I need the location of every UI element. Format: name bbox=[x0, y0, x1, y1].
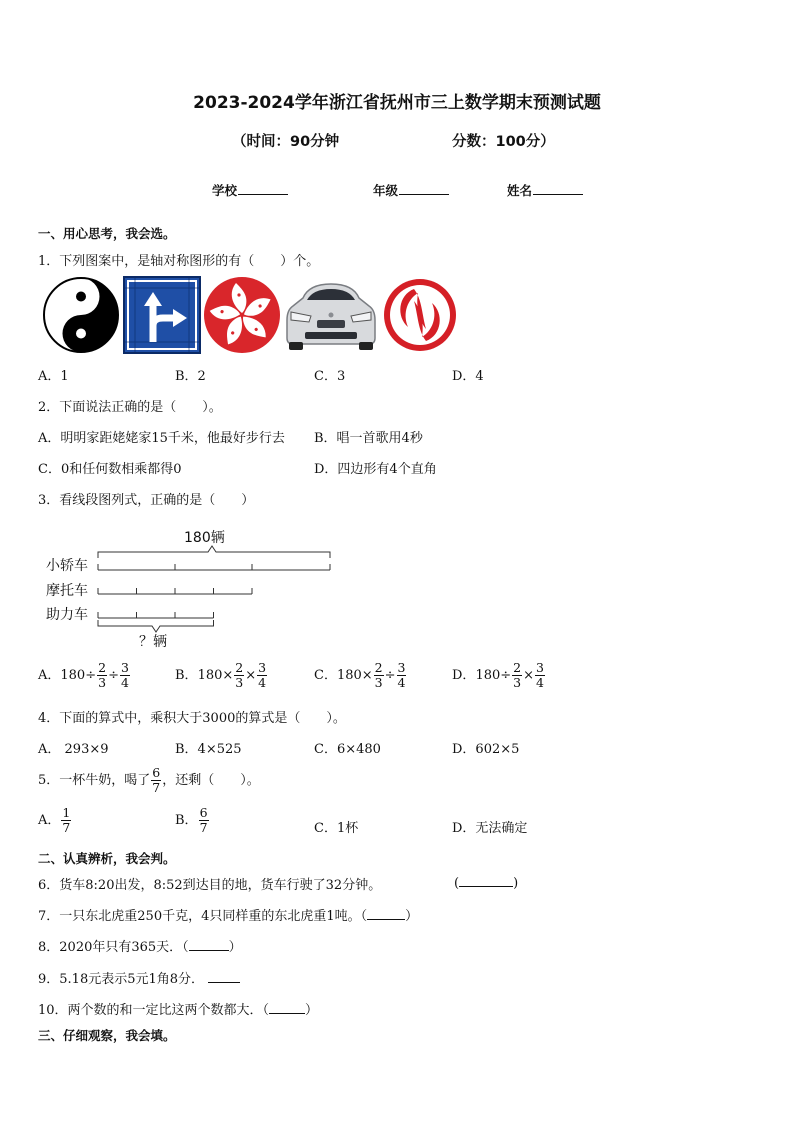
line-segment-diagram bbox=[94, 540, 334, 635]
q1-option-a[interactable]: A．1 bbox=[38, 369, 69, 384]
q5-option-c[interactable]: C．1杯 bbox=[314, 821, 359, 836]
page-title: 2023-2024学年浙江省抚州市三上数学期末预测试题 bbox=[193, 93, 601, 113]
q3-option-d-label: D． bbox=[452, 668, 476, 683]
q2-option-a[interactable]: A．明明家距姥姥家15千米，他最好步行去 bbox=[38, 431, 285, 446]
q3-option-a[interactable] bbox=[38, 661, 131, 690]
fraction: $\frac{3}{4}$ bbox=[536, 660, 544, 690]
name-label: 姓名 bbox=[507, 183, 533, 198]
q1-option-b[interactable]: B．2 bbox=[175, 369, 206, 384]
fraction: $\frac{2}{3}$ bbox=[98, 660, 107, 690]
question-10-text: 10．两个数的和一定比这两个数都大．（ bbox=[38, 1003, 270, 1018]
question-10: 10．两个数的和一定比这两个数都大．（ ） bbox=[38, 1003, 319, 1018]
operator: × bbox=[245, 668, 257, 683]
fraction: $\frac{3}{4}$ bbox=[258, 660, 267, 690]
question-7-text: 7．一只东北虎重250千克，4只同样重的东北虎重1吨。（ bbox=[38, 909, 368, 924]
fraction: $\frac{6}{7}$ bbox=[152, 765, 161, 795]
operator: × bbox=[523, 668, 535, 683]
q3-option-d-pre: 180÷ bbox=[475, 668, 512, 683]
q3-option-a-pre: 180÷ bbox=[60, 668, 97, 683]
diagram-row-motorcycle: 摩托车 bbox=[46, 583, 88, 599]
answer-blank[interactable] bbox=[269, 1001, 305, 1014]
fraction: $\frac{2}{3}$ bbox=[513, 660, 522, 690]
q5-option-a[interactable] bbox=[38, 806, 72, 835]
name-blank[interactable] bbox=[533, 182, 583, 195]
grade-label: 年级 bbox=[373, 183, 399, 198]
road-sign-icon bbox=[123, 276, 201, 354]
q1-option-d[interactable]: D．4 bbox=[452, 369, 484, 384]
grade-field bbox=[373, 181, 449, 199]
q5-option-a-label: A． bbox=[38, 813, 61, 828]
school-label: 学校 bbox=[212, 183, 238, 198]
q2-option-c[interactable]: C．0和任何数相乘都得0 bbox=[38, 462, 182, 477]
section-2-heading: 二、认真辨析，我会判。 bbox=[38, 851, 176, 866]
school-blank[interactable] bbox=[238, 182, 288, 195]
fraction: $\frac{2}{3}$ bbox=[374, 660, 383, 690]
question-8-text: 8．2020年只有365天．（ bbox=[38, 940, 189, 955]
fraction: $\frac{1}{7}$ bbox=[62, 805, 71, 835]
diagram-row-moped: 助力车 bbox=[46, 607, 88, 623]
q5-option-b-label: B． bbox=[175, 813, 198, 828]
q4-option-a[interactable]: A． 293×9 bbox=[38, 742, 109, 757]
answer-blank[interactable] bbox=[208, 970, 240, 983]
q1-option-c[interactable]: C．3 bbox=[314, 369, 346, 384]
section-3-heading: 三、仔细观察，我会填。 bbox=[38, 1028, 176, 1043]
q5-text-post: ，还剩（ ）。 bbox=[162, 773, 260, 788]
answer-blank[interactable] bbox=[367, 907, 405, 920]
question-9-text: 9．5.18元表示5元1角8分． bbox=[38, 972, 205, 987]
car-icon bbox=[283, 276, 379, 354]
q3-option-b-label: B． bbox=[175, 668, 198, 683]
bauhinia-flag-icon bbox=[203, 276, 281, 354]
q3-option-b[interactable] bbox=[175, 661, 268, 690]
q3-option-c-label: C． bbox=[314, 668, 337, 683]
question-9 bbox=[38, 968, 240, 987]
motorcycle-segment bbox=[98, 588, 252, 594]
q4-option-b[interactable]: B．4×525 bbox=[175, 742, 242, 757]
question-6 bbox=[38, 874, 381, 893]
q5-option-d[interactable]: D．无法确定 bbox=[452, 821, 528, 836]
diagram-total-label: 180辆 bbox=[184, 530, 225, 546]
exam-time: （时间：90分钟 bbox=[232, 134, 340, 150]
answer-blank[interactable] bbox=[189, 938, 229, 951]
question-1: 1．下列图案中，是轴对称图形的有（ ）个。 bbox=[38, 254, 320, 269]
question-7: 7．一只东北虎重250千克，4只同样重的东北虎重1吨。（ ） bbox=[38, 909, 419, 924]
question-4: 4．下面的算式中，乘积大于3000的算式是（ ）。 bbox=[38, 711, 346, 726]
question-5 bbox=[38, 766, 260, 795]
q3-option-d[interactable] bbox=[452, 661, 546, 690]
q3-option-b-pre: 180× bbox=[197, 668, 234, 683]
grade-blank[interactable] bbox=[399, 182, 449, 195]
q4-option-c[interactable]: C．6×480 bbox=[314, 742, 381, 757]
fraction: $\frac{3}{4}$ bbox=[397, 660, 406, 690]
operator: ÷ bbox=[108, 668, 119, 683]
question-6-answer[interactable]: ( ) bbox=[454, 876, 519, 891]
question-6-text: 6．货车8:20出发，8:52到达目的地，货车行驶了32分钟。 bbox=[38, 878, 382, 893]
diagram-unknown-label: ？辆 bbox=[139, 634, 167, 650]
school-field bbox=[212, 181, 288, 199]
name-field bbox=[507, 181, 583, 199]
yin-yang-icon bbox=[42, 276, 120, 354]
fraction: $\frac{3}{4}$ bbox=[120, 660, 129, 690]
q5-text-pre: 5．一杯牛奶，喝了 bbox=[38, 773, 151, 788]
question-3: 3．看线段图列式，正确的是（ ） bbox=[38, 493, 255, 508]
q4-option-d[interactable]: D．602×5 bbox=[452, 742, 520, 757]
q2-option-d[interactable]: D．四边形有4个直角 bbox=[314, 462, 437, 477]
fraction: $\frac{2}{3}$ bbox=[235, 660, 244, 690]
question-8: 8．2020年只有365天．（ ） bbox=[38, 940, 242, 955]
moped-segment bbox=[98, 612, 214, 618]
q3-option-c-pre: 180× bbox=[336, 668, 373, 683]
exam-score: 分数：100分） bbox=[452, 134, 555, 150]
operator: ÷ bbox=[384, 668, 396, 683]
car-segment bbox=[98, 564, 330, 570]
question-2: 2．下面说法正确的是（ ）。 bbox=[38, 400, 222, 415]
diagram-row-car: 小轿车 bbox=[46, 558, 88, 574]
q3-option-c[interactable] bbox=[314, 661, 407, 690]
q3-option-a-label: A． bbox=[38, 668, 61, 683]
dongfeng-logo-icon bbox=[382, 276, 458, 354]
q5-option-b[interactable] bbox=[175, 806, 210, 835]
answer-blank[interactable] bbox=[459, 874, 513, 887]
q2-option-b[interactable]: B．唱一首歌用4秒 bbox=[314, 431, 423, 446]
fraction: $\frac{6}{7}$ bbox=[199, 805, 208, 835]
section-1-heading: 一、用心思考，我会选。 bbox=[38, 226, 176, 241]
